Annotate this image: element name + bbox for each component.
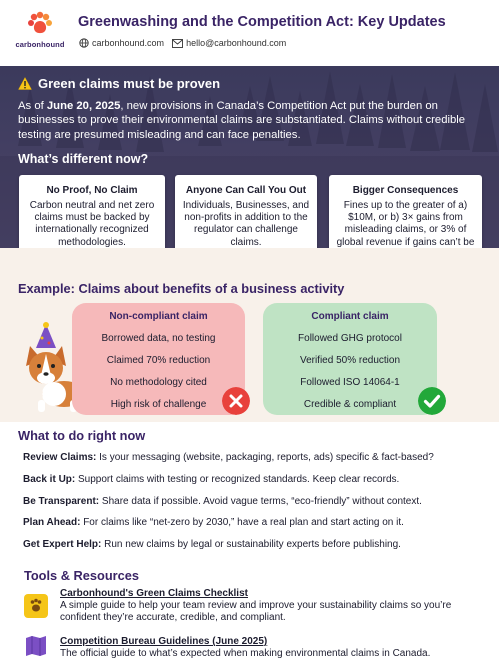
card-title: No Proof, No Claim xyxy=(46,185,138,196)
email-link[interactable]: hello@carbonhound.com xyxy=(186,38,287,48)
website-contact[interactable] xyxy=(79,38,164,48)
non-compliant-line: Claimed 70% reduction xyxy=(106,355,211,366)
todo-text: Is your messaging (website, packaging, reports, ads) specific & fact-based? xyxy=(96,452,434,463)
contact-info xyxy=(79,38,286,48)
globe-icon xyxy=(79,38,89,48)
non-compliant-title: Non-compliant claim xyxy=(109,311,208,322)
map-guide-icon xyxy=(24,634,48,658)
compliant-title: Compliant claim xyxy=(311,311,389,322)
todo-text: For claims like “net-zero by 2030,” have a real plan and start acting on it. xyxy=(80,517,404,528)
hero-intro xyxy=(18,99,486,142)
compliant-line: Followed GHG protocol xyxy=(298,333,402,344)
checklist-description: A simple guide to help your team review and improve your sustainability claims so you’re confident they’re accurate, credible, and compliant. xyxy=(60,600,452,623)
todo-title: What to do right now xyxy=(18,428,146,443)
intro-prefix: As of xyxy=(18,100,47,112)
todo-item xyxy=(23,452,434,463)
warning-title: Green claims must be proven xyxy=(38,76,221,91)
paw-logo-icon xyxy=(12,10,68,40)
todo-item xyxy=(23,496,422,507)
paw-checklist-icon xyxy=(24,594,48,618)
warning-heading xyxy=(18,76,220,91)
todo-text: Run new claims by legal or sustainability experts before publishing. xyxy=(101,539,401,550)
warning-icon xyxy=(18,77,32,90)
non-compliant-line: Borrowed data, no testing xyxy=(101,333,216,344)
todo-label: Review Claims: xyxy=(23,452,97,463)
example-title: Example: Claims about benefits of a business activity xyxy=(18,281,345,296)
intro-text: , new provisions in Canada’s Competition Act put the burden on businesses to prove their environmental claims are substantiated. Claims without credible testing are presumed misleading and can face penalties. xyxy=(18,100,466,141)
website-link[interactable]: carbonhound.com xyxy=(92,38,165,48)
todo-item xyxy=(23,539,401,550)
todo-label: Plan Ahead: xyxy=(23,517,81,528)
checklist-link[interactable]: Carbonhound's Green Claims Checklist xyxy=(60,588,248,599)
bureau-guidelines-description: The official guide to what’s expected when making environmental claims in Canada. xyxy=(60,648,431,659)
red-x-icon xyxy=(222,387,250,415)
carbonhound-logo[interactable] xyxy=(12,10,68,56)
card-title: Bigger Consequences xyxy=(352,185,459,196)
header xyxy=(0,0,499,66)
non-compliant-box xyxy=(72,303,245,415)
card-body: Fines up to the greater of a) $10M, or b) 3× gains from misleading claims, or 3% of global revenue if gains can’t be xyxy=(336,200,475,248)
green-check-icon xyxy=(418,387,446,415)
todo-label: Back it Up: xyxy=(23,474,76,485)
card-title: Anyone Can Call You Out xyxy=(185,185,307,196)
card-body: Individuals, Businesses, and non-profits in addition to the regulator can challenge claims. xyxy=(182,200,310,248)
whats-different-heading: What’s different now? xyxy=(18,152,149,166)
todo-item xyxy=(23,517,404,528)
todo-text: Share data if possible. Avoid vague terms, “eco-friendly” without context. xyxy=(99,496,422,507)
todo-text: Support claims with testing or recognized standards. Keep clear records. xyxy=(75,474,400,485)
mail-icon xyxy=(172,39,183,48)
tools-title: Tools & Resources xyxy=(24,568,139,583)
email-contact[interactable] xyxy=(172,38,286,48)
compliant-line: Verified 50% reduction xyxy=(299,355,401,366)
todo-label: Be Transparent: xyxy=(23,496,100,507)
compliant-box xyxy=(263,303,437,415)
compliant-line: Credible & compliant xyxy=(303,399,397,410)
page-title: Greenwashing and the Competition Act: Key Updates xyxy=(78,14,446,30)
todo-label: Get Expert Help: xyxy=(23,539,102,550)
card-body: Carbon neutral and net zero claims must be backed by internationally recognized methodologies. xyxy=(29,200,155,248)
bureau-guidelines-link[interactable]: Competition Bureau Guidelines (June 2025) xyxy=(60,636,268,647)
compliant-line: Followed ISO 14064-1 xyxy=(300,377,400,388)
logo-text: carbonhound xyxy=(15,40,65,49)
non-compliant-line: High risk of challenge xyxy=(110,399,207,410)
non-compliant-line: No methodology cited xyxy=(110,377,207,388)
todo-item xyxy=(23,474,399,485)
intro-date: June 20, 2025 xyxy=(46,100,121,112)
